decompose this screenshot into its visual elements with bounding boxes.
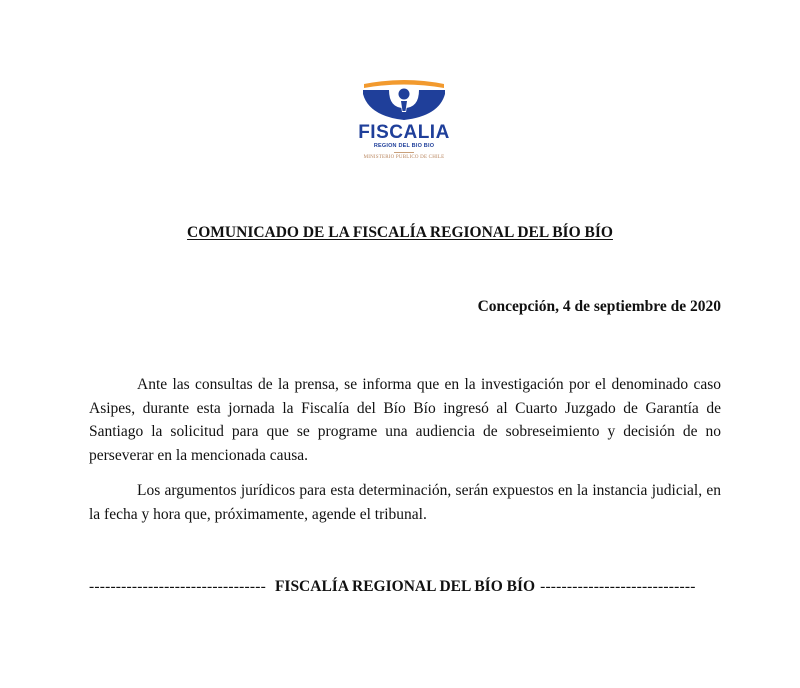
- document-body: [89, 373, 721, 538]
- logo-tagline: MINISTERIO PUBLICO DE CHILE: [363, 155, 445, 160]
- footer-dashes-left: ---------------------------------: [89, 578, 266, 595]
- dateline: Concepción, 4 de septiembre de 2020: [477, 298, 721, 315]
- document-title: COMUNICADO DE LA FISCALÍA REGIONAL DEL BÍO BÍO: [187, 224, 613, 241]
- paragraph: Ante las consultas de la prensa, se informa que en la investigación por el denominado caso Asipes, durante esta jornada la Fiscalía del Bío Bío ingresó al Cuarto Juzgado de Garantía de Santiago la solicitud para que se programe una audiencia de sobreseimiento y decisión de no perseverar en la mencionada causa.: [89, 376, 721, 464]
- paragraph: Los argumentos jurídicos para esta determinación, serán expuestos en la instancia judicial, en la fecha y hora que, próximamente, agende el tribunal.: [89, 482, 721, 523]
- fiscalia-logo: [338, 78, 470, 168]
- logo-name: FISCALIA: [358, 122, 450, 143]
- footer-dashes-right: -----------------------------: [540, 578, 696, 595]
- logo-divider: [394, 152, 414, 153]
- fiscalia-emblem-icon: [359, 78, 449, 122]
- logo-region: REGION DEL BIO BIO: [373, 143, 435, 149]
- footer-signature: FISCALÍA REGIONAL DEL BÍO BÍO: [274, 578, 536, 595]
- document-footer: [89, 578, 721, 596]
